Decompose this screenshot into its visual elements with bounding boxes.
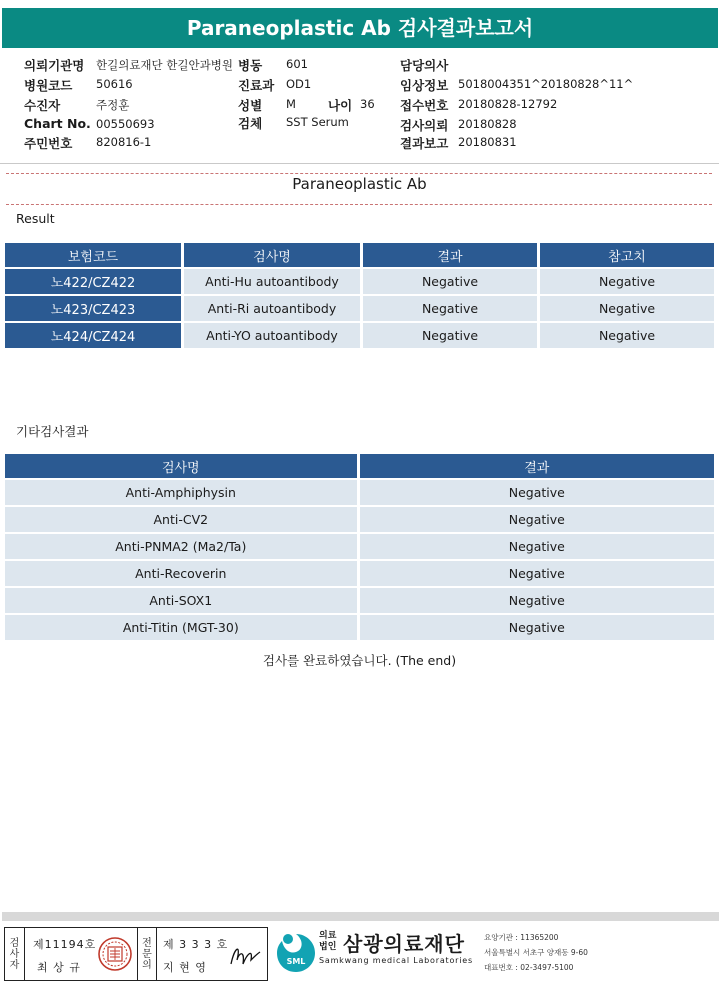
table-row <box>5 615 714 640</box>
header-result: 결과 <box>360 454 714 478</box>
org-phone: 대표번호 : 02-3497-5100 <box>484 963 574 972</box>
receipt-value: 20180828-12792 <box>458 97 558 111</box>
org-address: 서울특별시 서초구 양재동 9-60 <box>484 948 588 957</box>
result-cell: Negative <box>360 561 714 586</box>
test-name-cell: Anti-CV2 <box>5 507 357 532</box>
test-name-cell: Anti-Hu autoantibody <box>184 269 360 294</box>
result-cell: Negative <box>363 296 537 321</box>
table-row <box>5 561 714 586</box>
request-value: 20180828 <box>458 117 517 131</box>
insurance-code-cell: 노424/CZ424 <box>5 323 181 348</box>
other-results-label: 기타검사결과 <box>16 424 89 439</box>
result-cell: Negative <box>360 507 714 532</box>
header-insurance-code: 보험코드 <box>5 243 181 267</box>
report-date-label: 결과보고 <box>400 136 449 151</box>
info-divider <box>0 163 719 164</box>
hospital-code-value: 50616 <box>96 77 133 91</box>
tester-name: 최 상 규 <box>37 961 81 974</box>
insurance-code-cell: 노422/CZ422 <box>5 269 181 294</box>
subtitle-bottom-rule <box>6 204 712 205</box>
header-reference: 참고치 <box>540 243 714 267</box>
signature-icon <box>227 940 263 970</box>
subtitle-top-rule <box>6 173 712 174</box>
result-cell: Negative <box>363 269 537 294</box>
table-row <box>5 269 714 294</box>
report-date-value: 20180831 <box>458 135 517 149</box>
org-name: 삼광의료재단 <box>343 932 465 956</box>
ward-label: 병동 <box>238 58 263 73</box>
org-prefix-line-1: 의료 <box>319 931 337 941</box>
test-name-cell: Anti-YO autoantibody <box>184 323 360 348</box>
patient-value: 주정훈 <box>96 98 130 112</box>
specialist-label: 전문의 <box>137 928 157 980</box>
specialist-license: 제 3 3 3 호 <box>163 938 229 951</box>
reference-cell: Negative <box>540 323 714 348</box>
org-english-name: Samkwang medical Laboratories <box>319 956 473 965</box>
test-name-cell: Anti-SOX1 <box>5 588 357 613</box>
table-row <box>5 507 714 532</box>
rrn-label: 주민번호 <box>24 136 73 151</box>
chart-no-value: 00550693 <box>96 117 155 131</box>
specialist-name: 지 현 영 <box>163 961 207 974</box>
tester-license: 제11194호 <box>33 938 97 951</box>
dept-value: OD1 <box>286 77 312 91</box>
table-row <box>5 480 714 505</box>
org-prefix <box>319 931 336 953</box>
table-row <box>5 534 714 559</box>
header-test-name: 검사명 <box>5 454 357 478</box>
dept-label: 진료과 <box>238 78 275 93</box>
result-cell: Negative <box>360 534 714 559</box>
test-name-cell: Anti-Titin (MGT-30) <box>5 615 357 640</box>
header-test-name: 검사명 <box>184 243 360 267</box>
reference-cell: Negative <box>540 296 714 321</box>
result-table <box>2 241 717 350</box>
result-cell: Negative <box>360 615 714 640</box>
age-value: 36 <box>360 97 375 111</box>
sex-label: 성별 <box>238 98 263 113</box>
insurance-code-cell: 노423/CZ423 <box>5 296 181 321</box>
clinical-label: 임상정보 <box>400 78 449 93</box>
result-section-label: Result <box>16 211 55 226</box>
result-cell: Negative <box>360 588 714 613</box>
institution-value: 한길의료재단 한길안과병원 <box>96 58 233 72</box>
institution-label: 의뢰기관명 <box>24 58 85 73</box>
test-name-cell: Anti-Recoverin <box>5 561 357 586</box>
other-results-table <box>2 452 717 642</box>
reference-cell: Negative <box>540 269 714 294</box>
ward-value: 601 <box>286 57 308 71</box>
specimen-value: SST Serum <box>286 115 349 129</box>
section-subtitle: Paraneoplastic Ab <box>292 175 427 193</box>
header-result: 결과 <box>363 243 537 267</box>
org-prefix-line-2: 법인 <box>319 942 337 952</box>
other-table-header <box>5 454 714 478</box>
seal-stamp-icon <box>97 936 133 972</box>
end-notice: 검사를 완료하였습니다. (The end) <box>262 653 457 668</box>
chart-no-label: Chart No. <box>24 116 91 131</box>
patient-label: 수진자 <box>24 98 61 113</box>
patient-info-block <box>0 52 719 162</box>
age-label: 나이 <box>328 98 353 113</box>
hospital-code-label: 병원코드 <box>24 78 73 93</box>
rrn-value: 820816-1 <box>96 135 152 149</box>
org-code: 요양기관 : 11365200 <box>484 933 559 942</box>
logo-text: SML <box>286 957 306 966</box>
test-name-cell: Anti-Ri autoantibody <box>184 296 360 321</box>
clinical-value: 5018004351^20180828^11^ <box>458 77 634 91</box>
doctor-label: 담당의사 <box>400 58 449 73</box>
result-table-header <box>5 243 714 267</box>
signature-box <box>4 927 268 981</box>
report-title: Paraneoplastic Ab 검사결과보고서 <box>2 8 718 48</box>
sex-value: M <box>286 97 296 111</box>
result-cell: Negative <box>363 323 537 348</box>
table-row <box>5 588 714 613</box>
footer-divider <box>2 912 719 921</box>
tester-label: 검사자 <box>5 928 25 980</box>
specimen-label: 검체 <box>238 116 263 131</box>
receipt-label: 접수번호 <box>400 98 449 113</box>
sml-logo-icon <box>273 930 319 976</box>
table-row <box>5 296 714 321</box>
test-name-cell: Anti-Amphiphysin <box>5 480 357 505</box>
table-row <box>5 323 714 348</box>
result-cell: Negative <box>360 480 714 505</box>
request-label: 검사의뢰 <box>400 118 449 133</box>
test-name-cell: Anti-PNMA2 (Ma2/Ta) <box>5 534 357 559</box>
